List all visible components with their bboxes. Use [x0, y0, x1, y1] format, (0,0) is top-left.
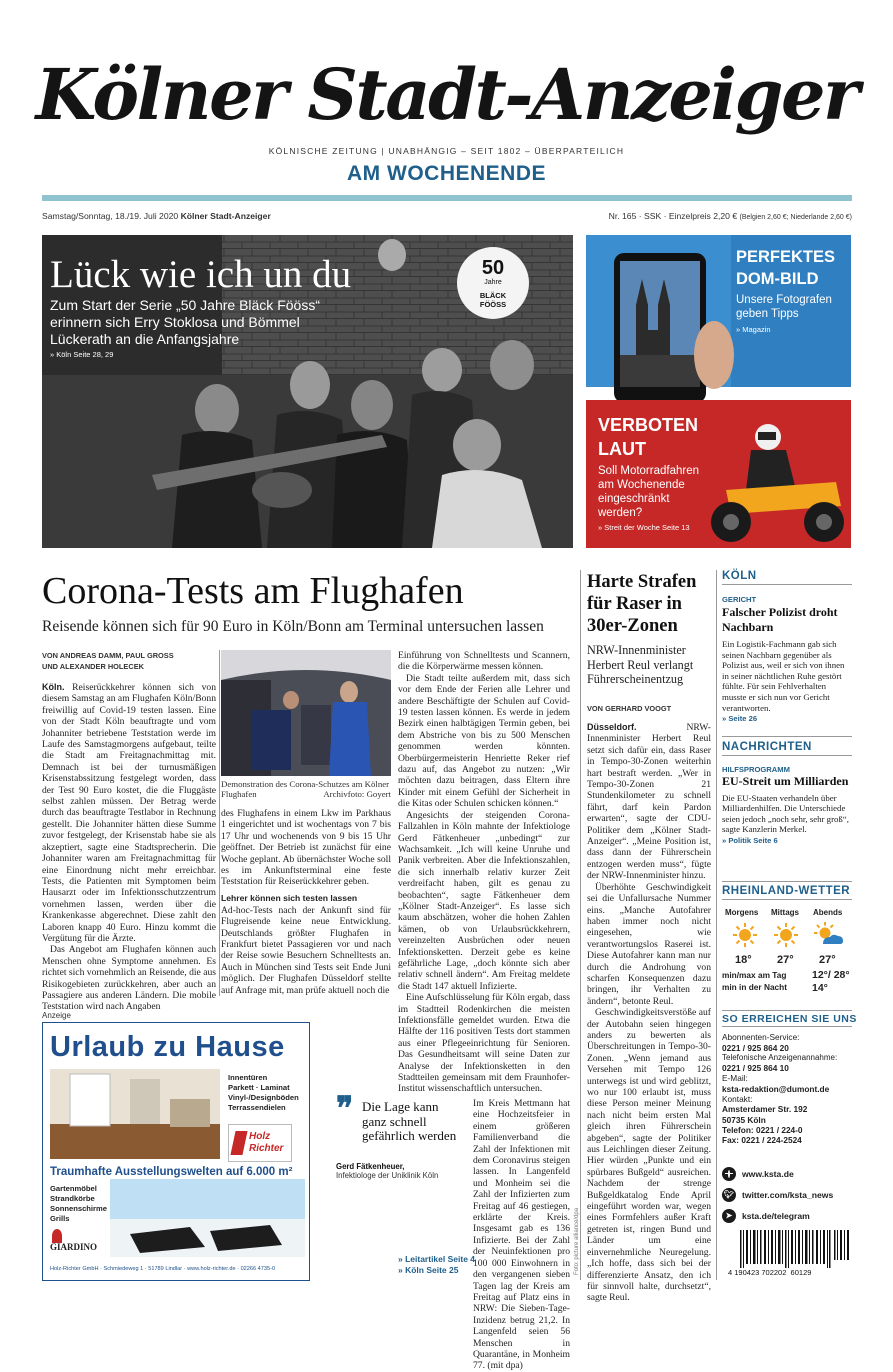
- ad-item-parkett: Parkett · Laminat: [228, 1083, 290, 1092]
- masthead-title: Kölner Stadt-Anzeiger: [35, 53, 858, 136]
- lead-photo-link[interactable]: » Köln Seite 28, 29: [50, 350, 114, 359]
- quote-text: Die Lage kann ganz schnell gefährlich werden: [362, 1099, 457, 1143]
- ad-item-vinyl: Vinyl-/Designböden: [228, 1093, 299, 1102]
- band-badge: [457, 247, 529, 319]
- raser-subhead: NRW-Innenminister Herbert Reul verlangt Führerscheinentzug: [587, 643, 694, 686]
- col2-subheading: Lehrer können sich testen lassen: [221, 892, 358, 903]
- abo-phone[interactable]: 0221 / 925 864 20: [722, 1042, 789, 1053]
- web-link[interactable]: www.ksta.de: [742, 1168, 794, 1179]
- quote-mark-icon: ❞: [336, 1089, 354, 1127]
- col1-para2: Das Angebot am Flughafen können auch Menschen ohne Symptome annehmen. Es richtet sich vornehmlich an Reisende, die aus Risikogebieten zurückkehren, aber auch an Passagiere aus anderen Ländern. Die mobile Teststation wird nach Angaben: [42, 944, 216, 1013]
- photo-caption: Demonstration des Corona-Schutzes am Kölner Flughafen: [221, 779, 390, 800]
- globe-icon: [722, 1167, 736, 1181]
- dateline-city: Köln.: [42, 682, 65, 692]
- main-col3-bottom: [473, 1098, 570, 1372]
- dateline-date: Samstag/Sonntag, 18./19. Juli 2020: [42, 211, 181, 221]
- main-col3: [398, 650, 570, 1095]
- ad-item-grills: Grills: [50, 1214, 70, 1223]
- raser-para2: Überhöhte Geschwindigkeit sei die Unfallursache Nummer eins. „Manche Autofahrer haben immer noch nicht eingesehen, wie verantwortungslos Raserei ist. Diese Autofahrer kann man nur durch die Androhung von scharfen Konsequenzen dazu bringen, ihr Verhalten zu ändern“, betonte Reul.: [587, 881, 711, 1007]
- nachrichten-label: NACHRICHTEN: [722, 736, 852, 756]
- web-row[interactable]: [722, 1163, 852, 1184]
- ad-item-innentueren: Innentüren: [228, 1073, 268, 1082]
- main-byline: [42, 650, 217, 672]
- barcode-bars: [740, 1230, 852, 1268]
- weather-day-evening: Abends: [813, 908, 843, 917]
- telegram-row[interactable]: [722, 1205, 852, 1226]
- quote-box: [336, 1089, 464, 1180]
- weather-box: [722, 881, 852, 999]
- teaser-laut-title2: LAUT: [598, 439, 646, 459]
- weather-temp-morning: 18°: [735, 954, 752, 966]
- ad-headline: Urlaub zu Hause: [50, 1031, 285, 1063]
- giardino-logo-mark: [52, 1229, 62, 1243]
- teaser-dom-text: Unsere Fotografen geben Tipps: [736, 294, 832, 320]
- col3-para2: Die Stadt teilte außerdem mit, dass sich vor dem Ende der Ferien alle Lehrer und andere Beschäftigte der Schulen auf Covid-19 testen lassen können. Es werde in jedem Bezirk einen halbtägigen Termin geben, bei dem Abstriche von bis zu 500 Menschen genommen werden könnten. Oberbürgermeisterin Henriette Reker rief dazu auf, das Angebot zu nutzen: „Wir möchten dazu beitragen, dass Eltern ihre Kinder mit einem Gefühl der Sicherheit in die Kitas oder Schulen schicken können.“: [398, 672, 570, 810]
- col2-para1: des Flughafens in einem Lkw im Parkhaus 1 eingerichtet und ist wochentags von 7 bis 17 Uhr und wochenends von 9 bis 15 Uhr geöffnet. Der Betrieb ist zunächst für eine Woche geplant. Ab übernächster Woche soll es im Ankunftsterminal eine feste Teststation für Reiserückkehrer geben.: [221, 808, 391, 888]
- weather-minmax-label1: min/max am Tag: [722, 970, 787, 980]
- lead-photo[interactable]: [42, 235, 573, 548]
- teaser-dom-title1: PERFEKTES: [736, 248, 836, 266]
- photo-credit: Archivfoto: Goyert: [323, 789, 391, 800]
- phone-cathedral-illustration: [586, 235, 731, 387]
- raser-rule-left: [580, 570, 581, 1280]
- gericht-link[interactable]: » Seite 26: [722, 714, 758, 724]
- ad-item-strandkoerbe: Strandkörbe: [50, 1194, 95, 1203]
- giardino-logo-text: GIARDINO: [50, 1242, 98, 1252]
- ad-label: Anzeige: [42, 1011, 71, 1020]
- gericht-text: Ein Logistik-Fachmann gab sich seinen Nachbarn gegenüber als Polizist aus, weil er sich von ihnen in seiner nächtlichen Ruhe gestört fühlte. Für sein Fehlverhalten musste er sich nun vor Gericht verantworten.: [722, 639, 845, 713]
- twitter-link[interactable]: twitter.com/ksta_news: [742, 1189, 834, 1200]
- ad-list-2: [50, 1184, 107, 1224]
- teaser-laut-title1: VERBOTEN: [598, 415, 699, 435]
- lead-photo-headline: Lück wie ich un du: [50, 253, 352, 296]
- col3-para1: Einführung von Schnelltests und Scannern, die die Körperwärme messen können.: [398, 650, 570, 673]
- ad-list-1: [228, 1073, 299, 1113]
- quote-name: Gerd Fätkenheuer,: [336, 1161, 405, 1171]
- sidebar-rule: [716, 570, 717, 1280]
- dateline-price-main: Nr. 165 · SSK · Einzelpreis 2,20 €: [608, 211, 740, 221]
- weather-minmax-label2: min in der Nacht: [722, 982, 788, 992]
- barcode-numbers: 4 190423 702202 60129: [728, 1268, 812, 1277]
- street-address: Amsterdamer Str. 192: [722, 1104, 808, 1115]
- email-address[interactable]: ksta-redaktion@dumont.de: [722, 1083, 830, 1094]
- ad-beach-illustration: [110, 1179, 305, 1257]
- gericht-headline: Falscher Polizist droht Nachbarn: [722, 605, 838, 634]
- main-links: [398, 1254, 568, 1276]
- edition-label: AM WOCHENENDE: [347, 162, 546, 185]
- badge-band-name: BLÄCK FÖÖSS: [479, 291, 507, 309]
- motorcycle-illustration: [696, 410, 851, 548]
- fax: Fax: 0221 / 224-2524: [722, 1135, 802, 1146]
- sun-icon: [732, 922, 758, 948]
- abo-label: Abonnenten-Service:: [722, 1032, 800, 1043]
- telegram-link[interactable]: ksta.de/telegram: [742, 1210, 810, 1221]
- dateline: [42, 211, 852, 225]
- teaser-dom-title2: DOM-BILD: [736, 270, 819, 288]
- weather-day-noon: Mittags: [771, 908, 799, 917]
- badge-number: 50: [481, 257, 505, 279]
- city-address: 50735 Köln: [722, 1114, 766, 1125]
- main-headline: Corona-Tests am Flughafen: [42, 570, 464, 612]
- ads-phone[interactable]: 0221 / 925 864 10: [722, 1063, 789, 1074]
- telegram-icon: ➤: [722, 1209, 736, 1223]
- ads-label: Telefonische Anzeigenannahme:: [722, 1052, 838, 1062]
- dateline-price-foreign: (Belgien 2,60 €; Niederlande 2,60 €): [739, 214, 852, 221]
- giardino-logo: [50, 1229, 106, 1253]
- weather-temp-evening: 27°: [819, 954, 836, 966]
- masthead: [0, 0, 893, 200]
- col2-para2: Ad-hoc-Tests nach der Ankunft sind für Flugreisende keine neue Entwicklung. Deutschlands größter Flughafen in Frankfurt bietet Passagieren vor und nach der Reise sowie Besuchern Schnelltests an. Auch in München sind Tests seit Ende Juni möglich. Der Flughafen Düsseldorf stellte auf Anfrage mit, man prüfe aktuell noch die: [221, 904, 391, 996]
- ad-item-gartenmoebel: Gartenmöbel: [50, 1184, 97, 1193]
- contact-box: [722, 1010, 857, 1146]
- twitter-icon: 🐦︎: [722, 1188, 736, 1202]
- teaser-laut-link[interactable]: » Streit der Woche Seite 13: [598, 523, 690, 532]
- twitter-row[interactable]: [722, 1184, 852, 1205]
- byline-line1: VON ANDREAS DAMM, PAUL GROSS: [42, 651, 174, 660]
- teaser-dom[interactable]: [586, 235, 851, 387]
- column-rule: [219, 650, 220, 996]
- contact-label: SO ERREICHEN SIE UNS: [722, 1010, 852, 1027]
- social-links: [722, 1163, 852, 1226]
- raser-para1: NRW-Innenminister Herbert Reul setzt sich dafür ein, dass Raser in Tempo-30-Zonen weiterhin hart bestraft werden. „Wer in Tempo-30-Zonen 21 Stundenkilometer zu schnell fährt, darf kein Pardon erwarten“, sagte der CDU-Politiker dem „Kölner Stadt-Anzeiger“. „Meine Position ist, dass dann der Führerschein entzogen werden muss“, fügte der NRW-Innenminister hinzu.: [587, 722, 711, 882]
- barcode: [728, 1230, 852, 1280]
- hilfs-text: Die EU-Staaten verhandeln über Milliardenhilfen. Die Unterschiede seien jedoch „noch sehr, sehr groß“, sagte Kanzlerin Merkel.: [722, 792, 849, 835]
- airport-caption: [221, 779, 391, 800]
- weather-temp-noon: 27°: [777, 954, 794, 966]
- dateline-paper: Kölner Stadt-Anzeiger: [180, 211, 271, 221]
- raser-headline: Harte Strafen für Raser in 30er-Zonen: [587, 572, 697, 636]
- airport-photo-illustration: [221, 650, 391, 776]
- masthead-rule: [42, 195, 852, 201]
- hilfs-label: HILFSPROGRAMM: [722, 765, 790, 775]
- ad-item-sonnenschirme: Sonnenschirme: [50, 1204, 107, 1213]
- holz-richter-logo-mark: [230, 1131, 247, 1155]
- ad-item-terrassen: Terrassendielen: [228, 1103, 286, 1112]
- sidebar-koeln-label: KÖLN: [722, 570, 852, 585]
- raser-para3: Geschwindigkeitsverstöße auf der Autobahn seien hingegen anders zu bewerten als Überschreitungen in Tempo-30-Zonen. „Wenn jemand aus Versehen mit Tempo 126 unterwegs ist und wird geblitzt, wo nur 100 erlaubt ist, muss diese Person meiner Meinung nach nicht beim ersten Mal gleich ihren Führerschein abgeben“, sagte der Politiker aus Leichlingen dieser Zeitung. Hier würden „Punkte und ein spürbares Bußgeld“ ausreichen. Nachdem der strenge Bußgeldkatalog Ende April eingeführt worden war, wegen eines Formfehlers außer Kraft getreten ist, ringen Bund und Länder um eine einvernehmliche Neuregelung. „Ich hoffe, dass sich bei der differenzierte Ansatz, den ich für sinnvoll halte, durchsetzt“, sagte Reul.: [587, 1007, 711, 1304]
- weather-label: RHEINLAND-WETTER: [722, 881, 852, 900]
- ad-footer: Holz-Richter GmbH · Schmiedeweg 1 · 51789 Lindlar · www.holz-richter.de · 02266 4735-0: [50, 1266, 276, 1272]
- teaser-laut[interactable]: [586, 400, 851, 548]
- sun-icon-noon: [773, 922, 799, 948]
- raser-body: [587, 722, 711, 1304]
- ad-block[interactable]: [42, 1011, 310, 1281]
- hilfs-headline: EU-Streit um Milliarden: [722, 774, 849, 789]
- gericht-label: GERICHT: [722, 595, 757, 604]
- quote-role: Infektiologe der Uniklinik Köln: [336, 1170, 439, 1180]
- sun-cloud-icon: [814, 922, 844, 948]
- masthead-tagline: KÖLNISCHE ZEITUNG | UNABHÄNGIG – SEIT 1802 – ÜBERPARTEILICH: [268, 146, 625, 156]
- link-koeln[interactable]: » Köln Seite 25: [398, 1265, 459, 1275]
- byline-line2: UND ALEXANDER HOLECEK: [42, 662, 144, 671]
- kontakt-label: Kontakt:: [722, 1094, 753, 1105]
- badge-jahre: Jahre: [484, 279, 502, 286]
- telefon[interactable]: Telefon: 0221 / 224-0: [722, 1124, 803, 1135]
- main-col2: [221, 808, 391, 996]
- vertical-photo-credit: Foto: picture alliance/dpa: [574, 1207, 580, 1275]
- lead-photo-text: Zum Start der Serie „50 Jahre Bläck Fööss“ erinnern sich Erry Stoklosa und Bömmel Lückerath an die Anfangsjahre: [50, 297, 320, 347]
- main-col1: [42, 682, 216, 1013]
- teaser-laut-text: Soll Motorradfahren am Wochenende eingeschränkt werden?: [598, 465, 699, 519]
- dateline-price: [609, 211, 852, 221]
- link-leitartikel[interactable]: » Leitartikel Seite 4: [398, 1254, 476, 1264]
- col3-para3: Angesichts der steigenden Corona-Fallzahlen in Köln mahnte der Infektiologe Gerd Fätkenheuer „unbedingt“ zur Wachsamkeit. „Ich will keine Unruhe und Panik verbreiten. Aber die Infektionszahlen, die sich innerhalb relativ kurzer Zeit verdreifacht haben, gilt es genau zu beobachten“, sagte Fätkenheuer dem „Kölner Stadt-Anzeiger“. Es lasse sich kaum abschätzen, woher die hohen Zahlen kämen, ob von Urlaubsrückkehrern, vereinzelten Ausbrüchen oder neuen Infektionsketten. Derzeit gebe es keine gefährliche Lage, „doch könnte sich aber relativ schnell ändern“. Am Freitag meldete die Stadt 147 aktuell Infizierte.: [398, 809, 570, 992]
- ad-room-illustration: [50, 1069, 220, 1159]
- weather-day-morning: Morgens: [725, 908, 759, 917]
- weather-minmax-val1: 12°/ 28°: [812, 969, 850, 981]
- holz-richter-logo: [228, 1124, 292, 1162]
- hilfs-link[interactable]: » Politik Seite 6: [722, 836, 778, 846]
- email-label: E-Mail:: [722, 1073, 748, 1084]
- raser-byline: VON GERHARD VOOGT: [587, 704, 672, 713]
- teaser-dom-link[interactable]: » Magazin: [736, 325, 771, 334]
- col1-para1: Reiserückkehrer können sich von diesem Samstag an am Flughafen Köln/Bonn freiwillig auf Covid-19 testen lassen. Eine von der Stadt Köln beauftragte und vom Johanniter betriebene Teststation werde im Laufe des Samstagmorgens aufgebaut, teilte die Stadt am Freitagnachmittag mit. Demnach ist bei der turnusmäßigen Krisenstabssitzung festgelegt worden, dass der Test 90 Euro kostet, die die Fluggäste selbst zahlen müssen. Der Betrag werde durch das beauftragte Testlabor in Rechnung gestellt. Die Johanniter hätten diese Summe zuvor festgelegt, der Krisenstab habe sie als akzeptiert, sagte eine Stadtsprecherin. Die Johanniter waren am Freitagnachmittag für eine Einordnung nicht mehr erreichbar. Tests, die Patienten mit Symptomen beim Hausarzt oder im Infektionsschutzzentrum vornehmen lassen, werden über die Krankenkasse abgerechnet. Diese zahlt den Laboren knapp 40 Euro. Hinzu kommt die Vergütung für die Ärzte.: [42, 682, 216, 944]
- col3-para5: Im Kreis Mettmann hat eine Hochzeitsfeier in einem größeren Familienverband die Zahl der Infektionen mit dem Coronavirus steigen lassen. In Langenfeld und Monheim sei die Zahl der Infizierten zum Freitag auf 46 gestiegen, erklärte der Kreis. Insgesamt gab es 136 Infizierte. Bei der Zahl der Neuinfektionen pro 100 000 Einwohnern in den vergangenen sieben Tagen lag der Kreis am Freitag auf Platz eins in NRW: Die Sieben-Tage-Inzidenz betrug 21,2. In Langenfeld seien 56 Menschen in Quarantäne, in Monheim 77. (mit dpa): [473, 1098, 570, 1372]
- raser-city: Düsseldorf.: [587, 722, 637, 732]
- weather-minmax-val2: 14°: [812, 982, 828, 994]
- holz-richter-logo-text: Holz Richter: [249, 1131, 284, 1154]
- airport-photo[interactable]: [221, 650, 391, 776]
- col3-para4: Eine Aufschlüsselung für Köln ergab, dass im Stadtteil Rodenkirchen die meisten Infektionsfälle gemeldet wurden. Etwa die Hälfte der 116 positiven Tests dort stammen aus einer Pflegeeinrichtung für Senioren. Das Gesundheitsamt will seine Daten zur Analyse der Infektionsketten in den Stadtteilen gemeinsam mit dem Fraunhofer-Institut wissenschaftlich untersuchen.: [398, 992, 570, 1095]
- ad-banner: Traumhafte Ausstellungswelten auf 6.000 m²: [50, 1166, 293, 1178]
- main-subhead: Reisende können sich für 90 Euro in Köln/Bonn am Terminal untersuchen lassen: [42, 618, 544, 635]
